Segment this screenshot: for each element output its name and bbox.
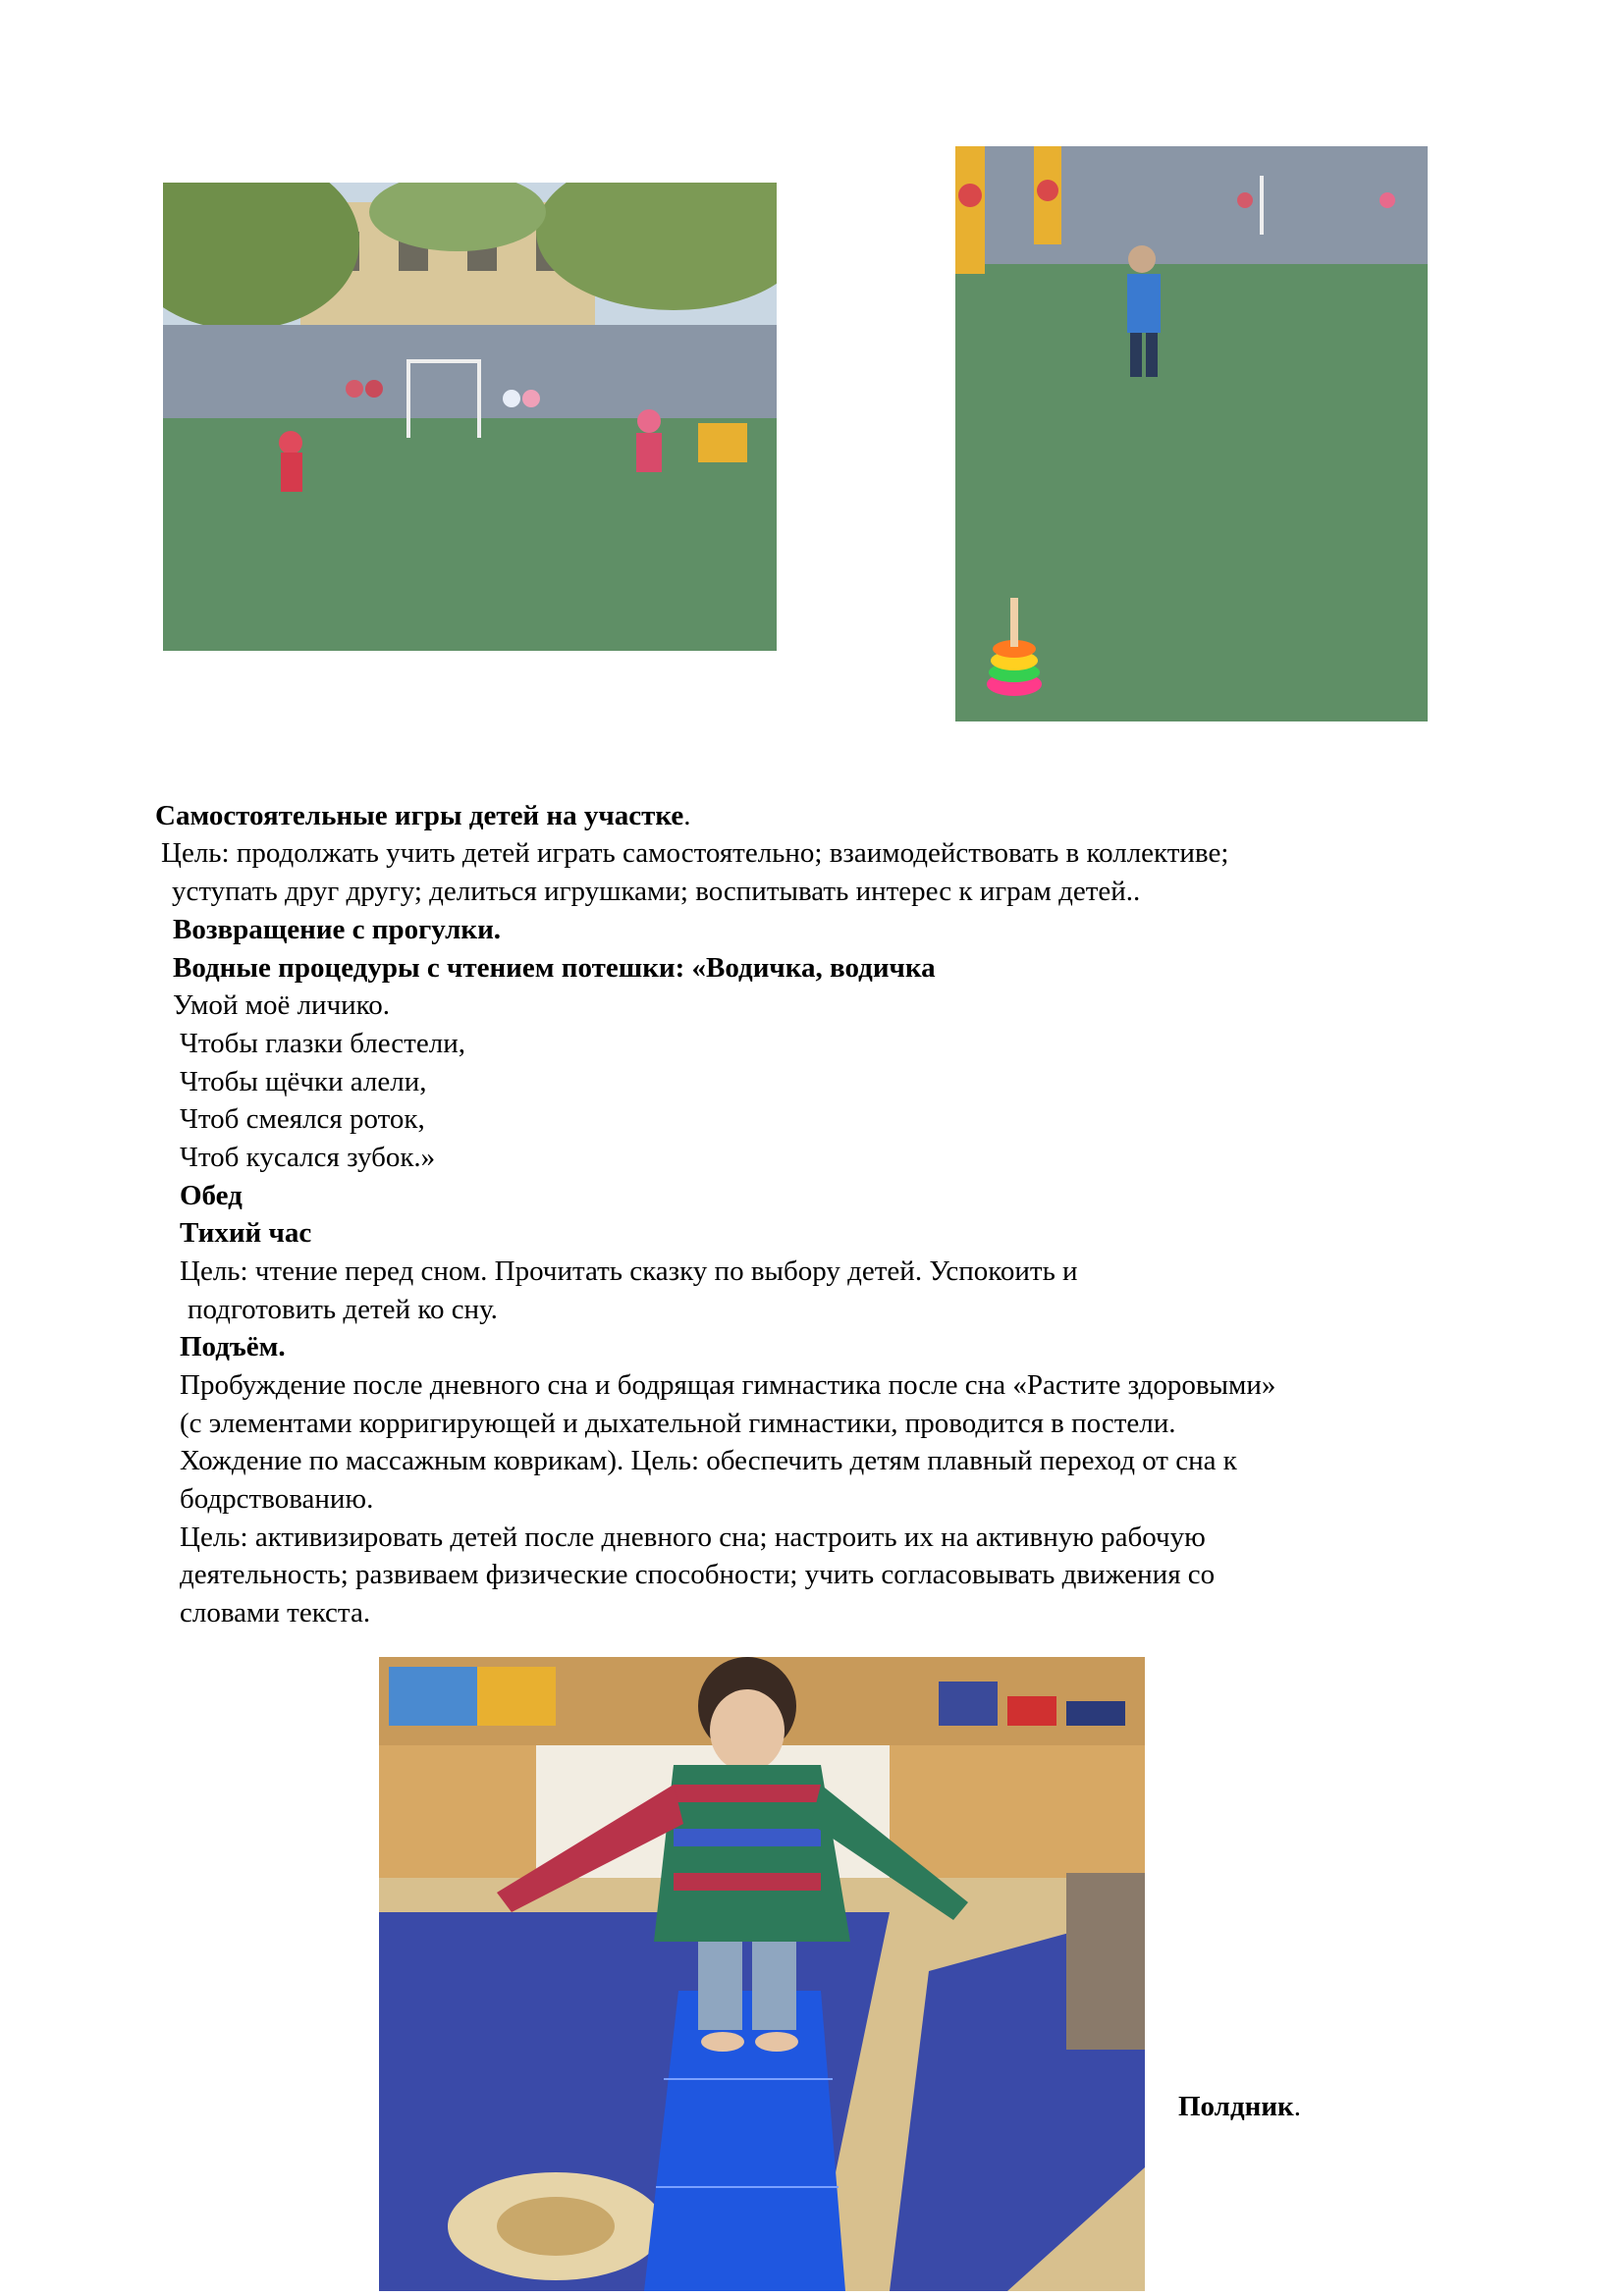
heading-independent-games: Самостоятельные игры детей на участке.	[155, 800, 691, 831]
goal-text-line: подготовить детей ко сну.	[188, 1294, 498, 1325]
photo-girl-massage-mat	[379, 1657, 1145, 2291]
body-text-line: Цель: активизировать детей после дневного сна; настроить их на активную рабочую	[180, 1522, 1206, 1553]
body-text-line: Хождение по массажным коврикам). Цель: обеспечить детям плавный переход от сна к	[180, 1445, 1237, 1476]
rhyme-line: Чтоб смеялся роток,	[180, 1103, 425, 1135]
goal-text-line: уступать друг другу; делиться игрушками; воспитывать интерес к играм детей..	[172, 876, 1141, 907]
rhyme-line: Чтоб кусался зубок.»	[180, 1142, 436, 1173]
photo-boy-on-field	[955, 146, 1428, 721]
body-text-line: бодрствованию.	[180, 1483, 374, 1515]
photo-playground-children	[163, 183, 777, 651]
body-text-line: (с элементами корригирующей и дыхательной гимнастики, проводится в постели.	[180, 1408, 1176, 1439]
heading-lunch: Обед	[180, 1180, 243, 1211]
goal-text-line: Цель: продолжать учить детей играть самостоятельно; взаимодействовать в коллективе;	[161, 837, 1229, 869]
heading-water-procedures: Водные процедуры с чтением потешки: «Водичка, водичка	[173, 952, 936, 984]
heading-quiet-hour: Тихий час	[180, 1217, 312, 1249]
heading-wake-up: Подъём.	[180, 1331, 286, 1362]
rhyme-line: Чтобы глазки блестели,	[180, 1028, 465, 1059]
body-text-line: словами текста.	[180, 1597, 371, 1629]
rhyme-line: Чтобы щёчки алели,	[180, 1066, 427, 1097]
goal-text-line: Цель: чтение перед сном. Прочитать сказку по выбору детей. Успокоить и	[180, 1255, 1078, 1287]
heading-afternoon-snack: Полдник.	[1178, 2091, 1301, 2122]
rhyme-line: Умой моё личико.	[173, 989, 391, 1021]
body-text-line: деятельность; развиваем физические способности; учить согласовывать движения со	[180, 1559, 1216, 1590]
heading-return-from-walk: Возвращение с прогулки.	[173, 914, 502, 945]
body-text-line: Пробуждение после дневного сна и бодрящая гимнастика после сна «Растите здоровыми»	[180, 1369, 1276, 1401]
